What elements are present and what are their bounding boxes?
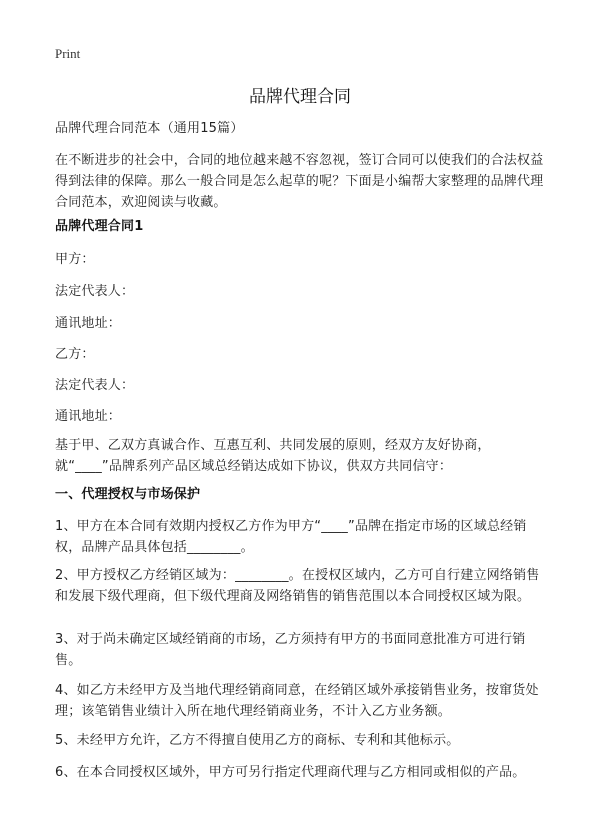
party-b-label: 乙方： bbox=[55, 347, 95, 362]
party-a-label: 甲方： bbox=[55, 252, 95, 267]
clause-1: 1、甲方在本合同有效期内授权乙方作为甲方“____”品牌在指定市场的区域总经销权，品牌产品具体包括________。 bbox=[55, 519, 527, 555]
clause-4: 4、如乙方未经甲方及当地代理经销商同意，在经销区域外承接销售业务，按窜货处理；该笔销售业绩计入所在地代理经销商业务，不计入乙方业务额。 bbox=[55, 683, 539, 719]
document-subtitle: 品牌代理合同范本（通用15篇） bbox=[55, 121, 244, 136]
clause-6: 6、在本合同授权区域外，甲方可另行指定代理商代理与乙方相同或相似的产品。 bbox=[55, 765, 526, 780]
clause-2: 2、甲方授权乙方经销区域为：________。在授权区域内，乙方可自行建立网络销售和发展下级代理商，但下级代理商及网络销售的销售范围以本合同授权区域为限。 bbox=[55, 568, 540, 604]
preamble-paragraph: 基于甲、乙双方真诚合作、互惠互利、共同发展的原则，经双方友好协商，就“____”品牌系列产品区域总经销达成如下协议，供双方共同信守： bbox=[55, 438, 491, 474]
clause-5: 5、未经甲方允许，乙方不得擅自使用乙方的商标、专利和其他标示。 bbox=[55, 733, 460, 748]
party-a-rep-label: 法定代表人： bbox=[55, 284, 135, 299]
contract-heading: 品牌代理合同1 bbox=[55, 219, 144, 234]
print-link[interactable]: Print bbox=[55, 46, 81, 61]
party-b-rep-label: 法定代表人： bbox=[55, 378, 135, 393]
section-heading: 一、代理授权与市场保护 bbox=[55, 487, 201, 502]
party-b-address-label: 通讯地址： bbox=[55, 409, 122, 424]
clause-3: 3、对于尚未确定区域经销商的市场，乙方须持有甲方的书面同意批准方可进行销售。 bbox=[55, 632, 526, 668]
party-a-address-label: 通讯地址： bbox=[55, 316, 122, 331]
intro-paragraph: 在不断进步的社会中，合同的地位越来越不容忽视，签订合同可以使我们的合法权益得到法律的保障。那么一般合同是怎么起草的呢？下面是小编帮大家整理的品牌代理合同范本，欢迎阅读与收藏。 bbox=[55, 153, 544, 210]
document-title: 品牌代理合同 bbox=[249, 87, 351, 107]
